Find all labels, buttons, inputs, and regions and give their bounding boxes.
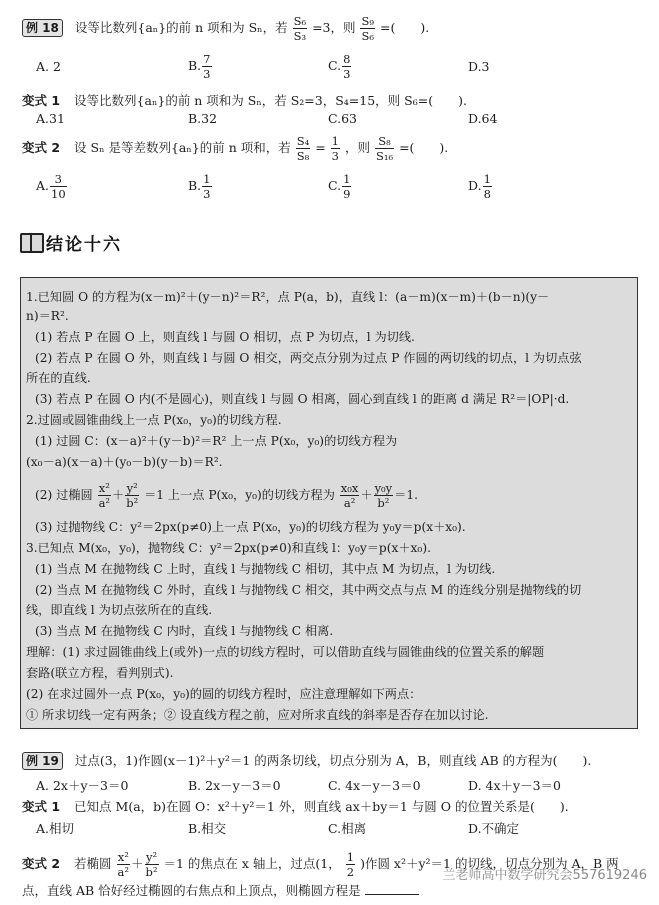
question-text: 过点(3，1)作圆(x－1)²＋y²＝1 的两条切线，切点分别为 A，B，则直线 AB 的方程为( ). (74, 753, 592, 768)
option-c: C.63 (328, 111, 357, 126)
option-a: A.相切 (36, 821, 75, 836)
box-line: (2) 当点 M 在抛物线 C 外时，直线 l 与抛物线 C 相交，其中两交点与点 M 的连线分别是抛物线的切 (35, 583, 582, 597)
variant-tag: 变式 2 (22, 140, 61, 155)
variant-2-options (36, 172, 636, 208)
option-a: A. 2x＋y－3＝0 (36, 778, 129, 793)
fraction: $\frac{\text{S₉}}{\text{S₆}}$ (361, 14, 374, 43)
variant-2b-line2: 点，直线 AB 恰好经过椭圆的右焦点和上顶点，则椭圆方程是 (22, 882, 419, 900)
box-line: 2.过圆或圆锥曲线上一点 P(x₀，y₀)的切线方程. (26, 413, 282, 427)
fraction: $\frac{\text{S₆}}{\text{S₃}}$ (293, 14, 307, 43)
variant-1b-question (22, 798, 569, 816)
option-d: D. $\frac{1}{8}$ (468, 172, 491, 201)
option-d: D.3 (468, 59, 490, 74)
option-a: A. 2 (36, 59, 61, 74)
answer-blank[interactable] (365, 894, 419, 895)
box-line: (1) 过圆 C：(x－a)²＋(y－b)²＝R² 上一点 P(x₀，y₀)的切线方程为 (35, 434, 398, 448)
variant-1-options (36, 111, 636, 129)
book-icon (20, 233, 44, 253)
variant-tag: 变式 1 (22, 93, 61, 108)
box-line: 3.已知点 M(x₀，y₀)，抛物线 C：y²＝2px(p≠0)和直线 l：y₀y＝p(x＋x₀). (26, 541, 431, 555)
option-b: B. $\frac{1}{3}$ (188, 172, 211, 201)
box-line: (1) 若点 P 在圆 O 上，则直线 l 与圆 O 相切，点 P 为切点，l 为切线. (35, 330, 415, 344)
box-line: (1) 当点 M 在抛物线 C 上时，直线 l 与抛物线 C 相切，其中点 M 为切点，l 为切线. (35, 562, 496, 576)
box-line: (3) 若点 P 在圆 O 内(不是圆心)，则直线 l 与圆 O 相离，圆心到直线 l 的距离 d 满足 R²＝|OP|·d. (35, 392, 570, 406)
box-line: (3) 过抛物线 C：y²＝2px(p≠0)上一点 P(x₀，y₀)的切线方程为 y₀y＝p(x＋x₀). (35, 520, 466, 534)
box-line: (x₀－a)(x－a)＋(y₀－b)(y－b)＝R². (26, 455, 223, 469)
variant-1-question (22, 92, 467, 110)
box-line: ① 所求切线一定有两条；② 设直线方程之前，应对所求直线的斜率是否存在加以讨论. (26, 708, 489, 722)
option-c: C.相离 (328, 821, 367, 836)
box-line: 1.已知圆 O 的方程为(x－m)²＋(y－n)²＝R²，点 P(a，b)，直线 l：(a－m)(x－m)＋(b－n)(y－ (26, 290, 550, 304)
option-b: B. 2x－y－3＝0 (188, 778, 281, 793)
box-line: 线，即直线 l 为切点弦所在的直线. (26, 603, 213, 617)
watermark: 兰老师高中数学研究会557619246 (442, 868, 647, 883)
variant-1b-options (36, 819, 636, 837)
box-line: (2) 在求过圆外一点 P(x₀，y₀)的圆的切线方程时，应注意理解如下两点： (26, 687, 422, 701)
option-b: B.相交 (188, 821, 227, 836)
option-b: B.32 (188, 111, 218, 126)
box-line: (2) 若点 P 在圆 O 外，则直线 l 与圆 O 相交，两交点分别为过点 P 作圆的两切线的切点，l 为切点弦 (35, 351, 582, 365)
question-text: 设等比数列{aₙ}的前 n 项和为 Sₙ，若 (74, 20, 288, 35)
variant-tag: 变式 2 (22, 856, 61, 871)
variant-2-question: 变式 2 设 Sₙ 是等差数列{aₙ}的前 n 项和，若 $\frac{\text{S₄}}{\text{S₈}}$ = $\frac{1}{3}$ ，则 $\frac{\text{S₈}}{\text{S₁₆}}$ =( ). (22, 134, 449, 163)
example-19-options (36, 776, 636, 794)
option-b: B. $\frac{7}{3}$ (188, 52, 211, 81)
box-line: 理解：(1) 求过圆锥曲线上(或外)一点的切线方程时，可以借助直线与圆锥曲线的位置关系的解题 (26, 645, 545, 659)
example-18-question: 例 18 设等比数列{aₙ}的前 n 项和为 Sₙ，若 $\frac{\text{S₆}}{\text{S₃}}$ =3，则 $\frac{\text{S₉}}{\text{S₆}}$ =( ). (22, 14, 429, 43)
option-a: A. $\frac{3}{10}$ (36, 172, 66, 201)
question-text: 已知点 M(a，b)在圆 O：x²＋y²＝1 外，则直线 ax＋by＝1 与圆 O 的位置关系是( ). (74, 799, 569, 814)
option-d: D. 4x＋y－3＝0 (468, 778, 561, 793)
option-d: D.64 (468, 111, 498, 126)
example-19-question (22, 752, 591, 770)
box-line: 套路(联立方程，看判别式). (26, 666, 174, 680)
variant-2b-question: 变式 2 若椭圆 $\frac{\text{x²}}{\text{a²}}$ ＋ $\frac{\text{y²}}{\text{b²}}$ ＝1 的焦点在 x 轴上，过点(1， $\frac{1}{2}$ )作圆 x²＋y²＝1 的切线，切点分别为 A，B 两 (22, 850, 619, 879)
option-c: C. $\frac{1}{9}$ (328, 172, 351, 201)
box-line: n)＝R². (26, 309, 69, 323)
box-line: (3) 当点 M 在抛物线 C 内时，直线 l 与抛物线 C 相离. (35, 624, 334, 638)
option-d: D.不确定 (468, 821, 520, 836)
example-18-tag: 例 18 (22, 19, 63, 37)
example-18-options (36, 52, 636, 88)
fraction: $\frac{\text{S₄}}{\text{S₈}}$ (296, 134, 310, 163)
box-line: 所在的直线. (26, 371, 91, 385)
option-a: A.31 (36, 111, 65, 126)
box-line-ellipse-tangent: (2) 过椭圆 $\frac{\text{x²}}{\text{a²}}$ ＋ $\frac{\text{y²}}{\text{b²}}$ ＝1 上一点 P(x₀，y₀)的切线方程为 $\frac{\text{x₀x}}{\text{a²}}$ ＋ $\frac{\text{y₀y}}{\text{b²}}$ ＝1. (35, 481, 418, 510)
conclusion-box (20, 277, 638, 729)
example-19-tag: 例 19 (22, 752, 63, 770)
variant-tag: 变式 1 (22, 799, 61, 814)
section-heading: 结论十六 (20, 230, 122, 255)
question-text: 设等比数列{aₙ}的前 n 项和为 Sₙ，若 S₂=3，S₄=15，则 S₆=( ). (74, 93, 467, 108)
fraction: $\frac{1}{3}$ (331, 134, 339, 163)
fraction: $\frac{\text{S₈}}{\text{S₁₆}}$ (375, 134, 394, 163)
option-c: C. 4x－y－3＝0 (328, 778, 421, 793)
option-c: C. $\frac{8}{3}$ (328, 52, 351, 81)
